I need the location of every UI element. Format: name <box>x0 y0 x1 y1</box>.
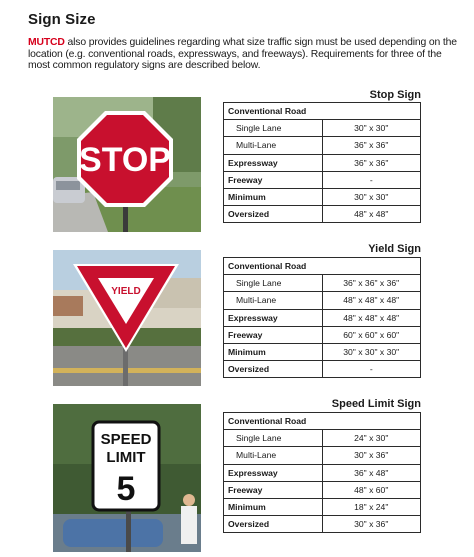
stop-sign-table <box>223 102 421 223</box>
row-label: Multi-Lane <box>224 137 323 154</box>
page-heading: Sign Size <box>28 11 96 28</box>
mutcd-link[interactable]: MUTCD <box>28 37 65 48</box>
speed-limit-sign-icon <box>53 404 201 552</box>
section-header: Conventional Road <box>224 103 421 120</box>
table-row <box>224 413 421 430</box>
stop-sign-photo <box>53 97 201 232</box>
intro-paragraph <box>28 37 460 72</box>
row-value: 30" x 30" x 30" <box>322 343 421 360</box>
table-row <box>224 258 421 275</box>
row-label: Minimum <box>224 343 323 360</box>
row-label: Freeway <box>224 171 323 188</box>
speed-limit-sign-table <box>223 412 421 533</box>
table-row <box>224 137 421 154</box>
table-row <box>224 516 421 533</box>
yield-sign-title: Yield Sign <box>368 243 421 255</box>
row-value: 36" x 36" <box>322 154 421 171</box>
speed-limit-sign-title: Speed Limit Sign <box>331 398 421 410</box>
row-value: 30" x 30" <box>322 188 421 205</box>
row-label: Single Lane <box>224 430 323 447</box>
table-row <box>224 447 421 464</box>
row-label: Freeway <box>224 481 323 498</box>
speed-limit-sign-photo <box>53 404 201 552</box>
row-label: Multi-Lane <box>224 292 323 309</box>
row-label: Oversized <box>224 516 323 533</box>
row-value: 36" x 36" <box>322 137 421 154</box>
table-row <box>224 326 421 343</box>
row-value: 30" x 36" <box>322 516 421 533</box>
row-label: Expressway <box>224 464 323 481</box>
row-label: Expressway <box>224 154 323 171</box>
table-row <box>224 188 421 205</box>
table-row <box>224 430 421 447</box>
intro-text: also provides guidelines regarding what size traffic sign must be used depending on the location (e.g. conventional roads, expressways, and freeways). Requirements for three of the most common regulatory signs are described below. <box>28 37 457 72</box>
table-row <box>224 275 421 292</box>
table-row <box>224 120 421 137</box>
yield-sign-icon <box>53 250 201 386</box>
row-value: 24" x 30" <box>322 430 421 447</box>
row-label: Minimum <box>224 498 323 515</box>
row-value: 36" x 36" x 36" <box>322 275 421 292</box>
row-value: 48" x 48" <box>322 206 421 223</box>
row-label: Single Lane <box>224 120 323 137</box>
table-row <box>224 498 421 515</box>
row-value: 30" x 30" <box>322 120 421 137</box>
table-row <box>224 206 421 223</box>
row-label: Single Lane <box>224 275 323 292</box>
row-label: Oversized <box>224 206 323 223</box>
row-value: 48" x 60" <box>322 481 421 498</box>
table-row <box>224 343 421 360</box>
row-value: 18" x 24" <box>322 498 421 515</box>
yield-sign-table <box>223 257 421 378</box>
speed-limit-line2: LIMIT <box>106 449 146 466</box>
table-row <box>224 309 421 326</box>
row-label: Oversized <box>224 361 323 378</box>
section-header: Conventional Road <box>224 258 421 275</box>
row-value: 48" x 48" x 48" <box>322 309 421 326</box>
section-header: Conventional Road <box>224 413 421 430</box>
row-value: - <box>322 171 421 188</box>
table-row <box>224 292 421 309</box>
row-value: - <box>322 361 421 378</box>
row-label: Multi-Lane <box>224 447 323 464</box>
row-value: 60" x 60" x 60" <box>322 326 421 343</box>
yield-sign-text: YIELD <box>111 286 141 297</box>
table-row <box>224 464 421 481</box>
row-label: Freeway <box>224 326 323 343</box>
stop-sign-text: STOP <box>79 141 171 179</box>
row-value: 36" x 48" <box>322 464 421 481</box>
stop-sign-icon <box>53 97 201 232</box>
row-value: 48" x 48" x 48" <box>322 292 421 309</box>
row-label: Expressway <box>224 309 323 326</box>
table-row <box>224 171 421 188</box>
yield-sign-photo <box>53 250 201 386</box>
stop-sign-title: Stop Sign <box>369 89 421 101</box>
row-label: Minimum <box>224 188 323 205</box>
table-row <box>224 481 421 498</box>
table-row <box>224 154 421 171</box>
speed-limit-line1: SPEED <box>100 431 152 448</box>
table-row <box>224 361 421 378</box>
table-row <box>224 103 421 120</box>
speed-limit-line3: 5 <box>116 470 136 508</box>
row-value: 30" x 36" <box>322 447 421 464</box>
